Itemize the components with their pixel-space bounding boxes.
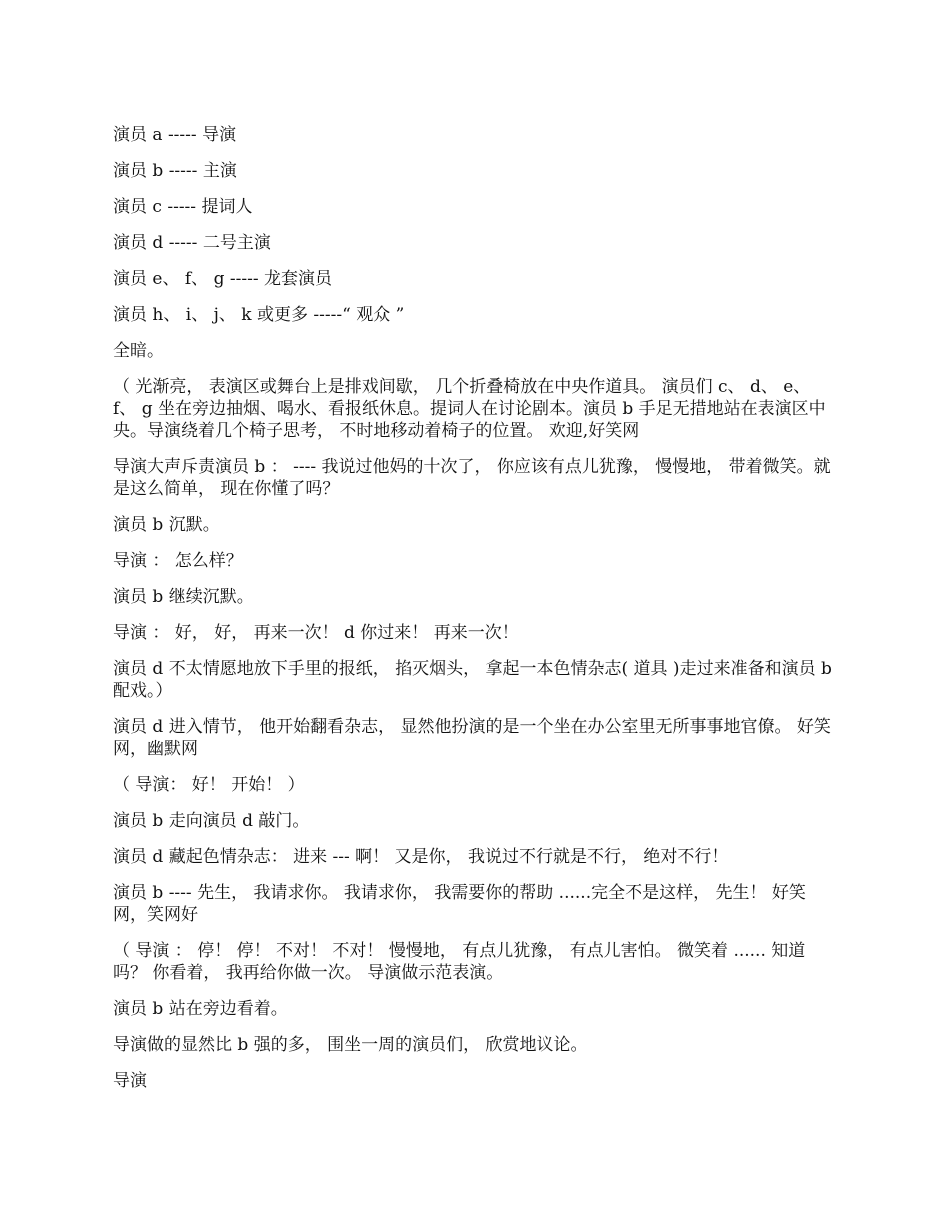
paragraph: 演员 b 沉默。 (113, 515, 220, 535)
paragraph: 演员 b 走向演员 d 敲门。 (113, 811, 310, 831)
paragraph: 演员 b ---- 先生， 我请求你。 我请求你， 我需要你的帮助 ......完全不是这样， 先生！ 好笑网，笑网好 (113, 883, 806, 925)
paragraph: 演员 b 站在旁边看着。 (113, 999, 288, 1019)
paragraph: 演员 e、 f、 g ----- 龙套演员 (113, 269, 332, 289)
paragraph: 导演做的显然比 b 强的多， 围坐一周的演员们， 欣赏地议论。 (113, 1035, 588, 1055)
paragraph: 全暗。 (113, 341, 164, 361)
paragraph: （ 导演 ： 停！ 停！ 不对！ 不对！ 慢慢地， 有点儿犹豫， 有点儿害怕。 微笑着 ...... 知道吗？ 你看着， 我再给你做一次。 导演做示范表演。 (113, 941, 806, 983)
paragraph: （ 导演： 好！ 开始！ ） (113, 775, 305, 795)
paragraph: 导演 (113, 1071, 147, 1091)
paragraph: 演员 d 不太情愿地放下手里的报纸， 掐灭烟头， 拿起一本色情杂志( 道具 )走过来准备和演员 b 配戏。） (113, 659, 832, 701)
paragraph: 演员 c ----- 提词人 (113, 197, 253, 217)
paragraph: 演员 d 进入情节， 他开始翻看杂志， 显然他扮演的是一个坐在办公室里无所事事地官僚。 好笑网，幽默网 (113, 717, 831, 759)
paragraph: 演员 a ----- 导演 (113, 125, 237, 145)
paragraph: 演员 b 继续沉默。 (113, 587, 254, 607)
paragraph: 导演 ： 怎么样？ (113, 551, 243, 571)
paragraph: 导演大声斥责演员 b ： ---- 我说过他妈的十次了， 你应该有点儿犹豫， 慢慢地， 带着微笑。就是这么简单， 现在你懂了吗？ (113, 457, 831, 499)
paragraph: 导演 ： 好， 好， 再来一次！ d 你过来！ 再来一次！ (113, 623, 519, 643)
paragraph: （ 光渐亮， 表演区或舞台上是排戏间歇， 几个折叠椅放在中央作道具。 演员们 c、 d、 e、 f、 g 坐在旁边抽烟、喝水、看报纸休息。提词人在讨论剧本。演员 b 手足无措地站在表演区中央。导演绕着几个椅子思考， 不时地移动着椅子的位置。 欢迎,好笑网 (113, 377, 826, 441)
document-body (113, 124, 838, 1106)
paragraph: 演员 h、 i、 j、 k 或更多 -----“ 观众 ” (113, 305, 405, 325)
paragraph: 演员 b ----- 主演 (113, 161, 237, 181)
paragraph: 演员 d ----- 二号主演 (113, 233, 271, 253)
paragraph: 演员 d 藏起色情杂志： 进来 --- 啊！ 又是你， 我说过不行就是不行， 绝对不行！ (113, 847, 729, 867)
